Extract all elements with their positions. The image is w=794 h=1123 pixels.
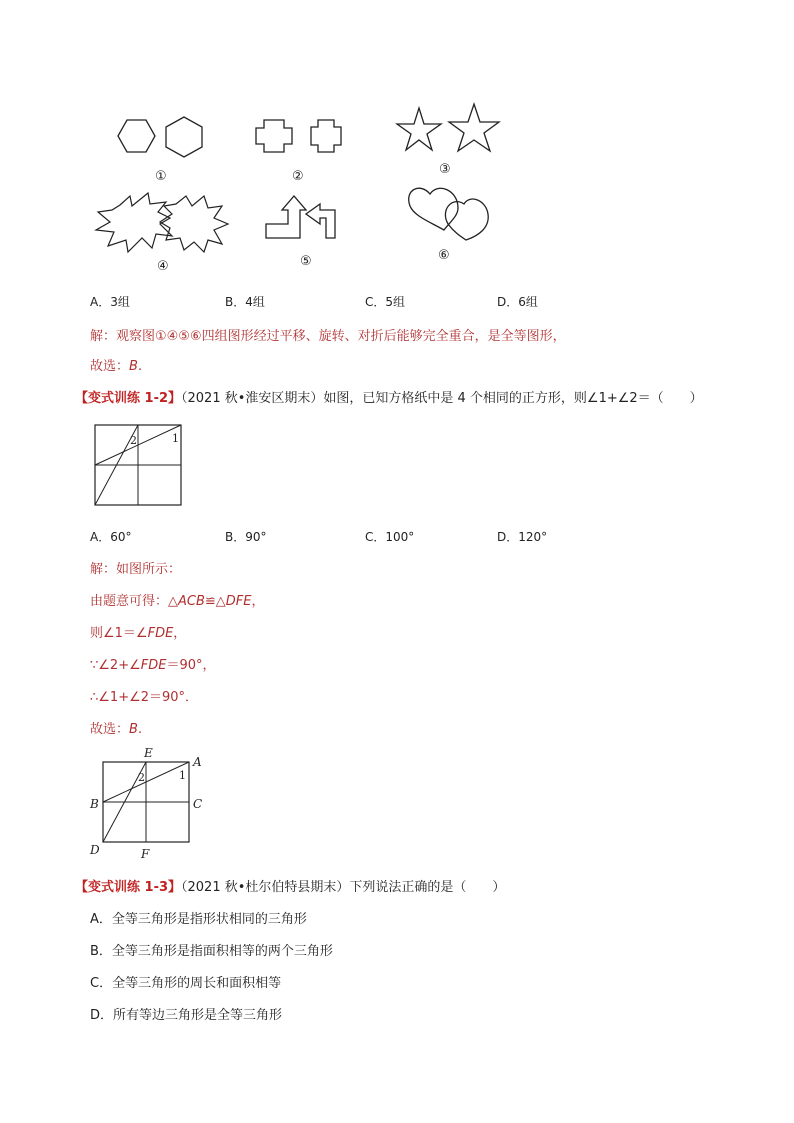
figure-label-2: ②	[292, 169, 304, 184]
q2-sol-l3-prefix: 则∠1＝∠	[90, 626, 148, 641]
figure-label-4: ④	[157, 259, 169, 274]
q1-option-d[interactable]: D．6组	[497, 295, 538, 309]
angle-label-1: 1	[172, 432, 179, 445]
q1-solution: 解：观察图①④⑤⑥四组图形经过平移、旋转、对折后能够完全重合，是全等图形，	[90, 329, 566, 344]
q2-question: （2021 秋•淮安区期末）如图，已知方格纸中是 4 个相同的正方形，则∠1+∠2＝（ ）	[181, 391, 703, 406]
q3-question: （2021 秋•杜尔伯特县期末）下列说法正确的是（ ）	[181, 880, 506, 895]
q2-sol-l6-suffix: .	[137, 722, 143, 737]
q2-option-a[interactable]: A．60°	[90, 530, 132, 544]
q2-tag: 【变式训练 1-2】	[75, 391, 182, 406]
angle-label-2: 2	[130, 434, 137, 447]
q3-choice-d[interactable]: D．所有等边三角形是全等三角形	[90, 1008, 283, 1023]
q1-answer-letter: B	[129, 359, 138, 374]
figure-label-5: ⑤	[300, 254, 312, 269]
burst-shape-2	[160, 196, 228, 252]
q2-sol-l3-suffix: ，	[173, 626, 187, 641]
cross-shape-1	[256, 120, 292, 152]
point-label-b: B	[90, 797, 99, 811]
q3-choice-a[interactable]: A．全等三角形是指形状相同的三角形	[90, 912, 307, 927]
q2-option-c[interactable]: C．100°	[365, 530, 415, 544]
figure-label-6: ⑥	[438, 248, 450, 263]
grid-figure-1	[90, 420, 190, 510]
q2-solution-line-4	[90, 654, 216, 673]
arrow-shape-1	[266, 196, 306, 238]
point-label-d: D	[90, 843, 100, 857]
grid-figure-2	[85, 742, 215, 862]
q3-choice-c[interactable]: C．全等三角形的周长和面积相等	[90, 976, 282, 991]
q2-solution-line-2	[90, 590, 265, 609]
q2-sol-l3-math: FDE	[147, 626, 174, 641]
q1-option-b[interactable]: B．4组	[225, 295, 265, 309]
angle-label-1-fig2: 1	[179, 769, 186, 782]
hexagon-shape-2b	[166, 117, 202, 157]
q2-sol-l2-prefix: 由题意可得：	[90, 594, 169, 609]
q1-option-c[interactable]: C．5组	[365, 295, 406, 309]
heart-shape-1	[409, 188, 458, 230]
figure-label-3: ③	[439, 162, 451, 177]
q2-solution-line-1: 解：如图所示：	[90, 562, 182, 577]
q2-sol-l6-prefix: 故选：	[90, 722, 130, 737]
arrow-shape-2	[306, 204, 335, 238]
q2-sol-l2-math: △ACB≌△DFE	[168, 594, 252, 609]
point-label-e: E	[144, 746, 153, 760]
heart-shape-2	[445, 199, 488, 240]
shape-figures	[0, 0, 794, 290]
q2-solution-line-5: ∴∠1+∠2＝90°．	[90, 690, 199, 705]
q3-heading	[75, 876, 505, 895]
point-label-c: C	[193, 797, 203, 811]
figure-label-1: ①	[155, 169, 167, 184]
q1-answer-suffix: .	[137, 359, 143, 374]
point-label-f: F	[141, 847, 150, 861]
cross-shape-2	[311, 120, 341, 152]
q3-tag: 【变式训练 1-3】	[75, 880, 182, 895]
q2-sol-l4-prefix: ∵∠2+∠	[90, 658, 141, 673]
q2-heading	[75, 387, 703, 406]
point-label-a: A	[193, 755, 202, 769]
q1-answer	[90, 355, 142, 374]
q1-answer-prefix: 故选：	[90, 359, 130, 374]
q2-option-d[interactable]: D．120°	[497, 530, 548, 544]
hexagon-shape-1	[118, 120, 155, 152]
star-shape-2	[449, 104, 499, 151]
q2-solution-line-6	[90, 718, 142, 737]
q2-sol-l4-suffix: ＝90°，	[166, 658, 216, 673]
angle-label-2-fig2: 2	[138, 771, 145, 784]
q2-sol-l4-math: FDE	[140, 658, 167, 673]
star-shape-1	[397, 108, 441, 150]
q1-option-a[interactable]: A．3组	[90, 295, 130, 309]
q3-choice-b[interactable]: B．全等三角形是指面积相等的两个三角形	[90, 944, 333, 959]
q2-solution-line-3	[90, 622, 186, 641]
q2-sol-l6-letter: B	[129, 722, 138, 737]
q2-sol-l2-suffix: ，	[251, 594, 265, 609]
q2-option-b[interactable]: B．90°	[225, 530, 267, 544]
